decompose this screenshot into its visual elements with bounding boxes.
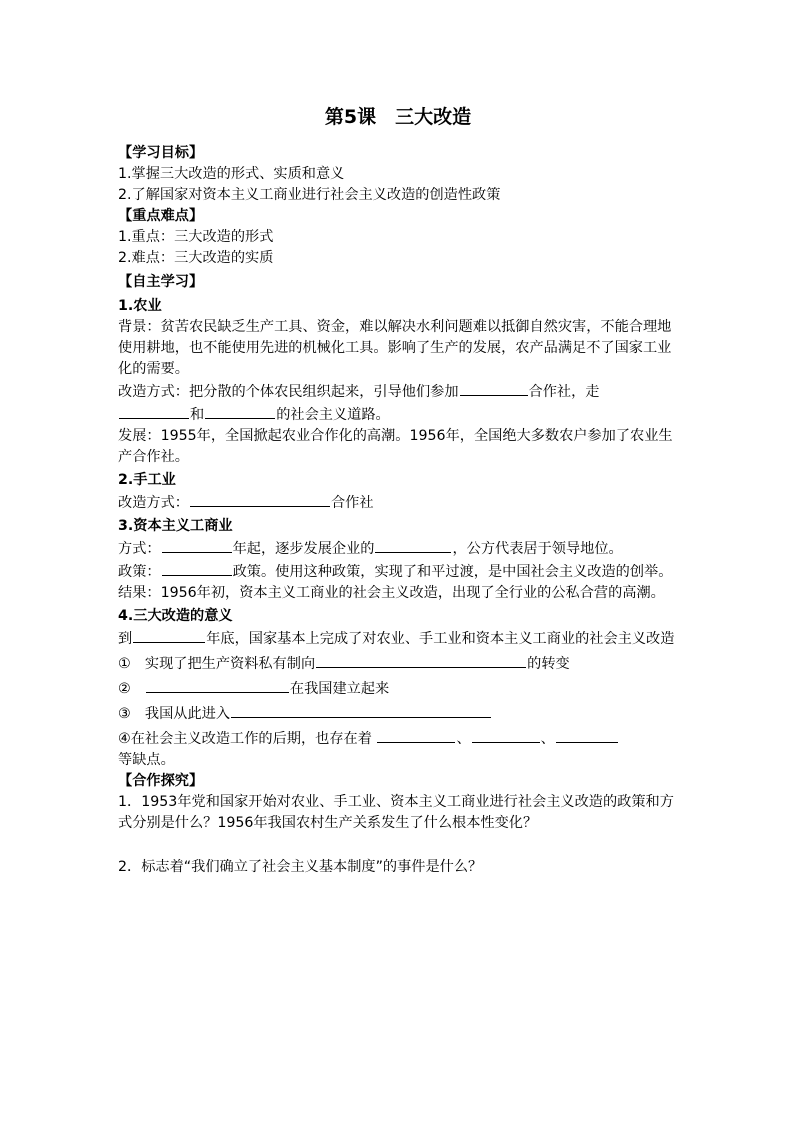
sig-4-sep-1: 、 [456, 731, 471, 747]
craft-blank[interactable] [190, 491, 330, 507]
handicraft-header: 2.手工业 [118, 472, 176, 488]
sig-4-blank-3[interactable] [556, 727, 618, 743]
cap-method-text-c: ，公方代表居于领导地位。 [452, 541, 623, 557]
handicraft-method [118, 491, 678, 514]
sig-2-text-a: ② [118, 681, 145, 697]
agriculture-header: 1.农业 [118, 298, 162, 314]
agri-method-text-a: 改造方式：把分散的个体农民组织起来，引导他们参加 [118, 384, 459, 400]
agriculture-development: 发展：1955年，全国掀起农业合作化的高潮。1956年，全国绝大多数农户参加了农业生产合作社。 [118, 428, 673, 465]
key-points-header: 【重点难点】 [118, 208, 204, 224]
cap-policy-text-b: 政策。使用这种政策，实现了和平过渡，是中国社会主义改造的创举。 [232, 564, 673, 580]
agri-blank-2[interactable] [119, 403, 189, 419]
goal-item: 2.了解国家对资本主义工商业进行社会主义改造的创造性政策 [118, 187, 501, 203]
agri-blank-1[interactable] [460, 380, 528, 396]
sig-4-blank-1[interactable] [377, 727, 455, 743]
worksheet-content [118, 143, 678, 878]
sig-4-text-a: ④在社会主义改造工作的后期，也存在着 [118, 731, 372, 747]
answer-space [118, 834, 678, 855]
agri-method-text-b: 合作社，走 [528, 384, 600, 400]
question-1: 1．1953年党和国家开始对农业、手工业、资本主义工商业进行社会主义改造的政策和方式分别是什么？1956年我国农村生产关系发生了什么根本性变化？ [118, 794, 674, 831]
capitalist-result: 结果：1956年初，资本主义工商业的社会主义改造，出现了全行业的公私合营的高潮。 [118, 585, 665, 601]
sig-1-text-a: ① 实现了把生产资料私有制向 [118, 656, 316, 672]
significance-intro [118, 627, 678, 650]
agri-method-text-c: 和 [190, 407, 205, 423]
significance-item-3 [118, 702, 678, 725]
sig-2-text-b: 在我国建立起来 [289, 681, 390, 697]
agri-method-text-d: 的社会主义道路。 [276, 407, 390, 423]
sig-3-text-a: ③ 我国从此进入 [118, 706, 231, 722]
goals-header: 【学习目标】 [118, 145, 204, 161]
sig-2-blank[interactable] [146, 677, 289, 693]
significance-item-4-end: 等缺点。 [118, 752, 175, 768]
significance-header: 4.三大改造的意义 [118, 608, 233, 624]
cap-policy-text-a: 政策： [118, 564, 161, 580]
craft-method-text-a: 改造方式： [118, 495, 189, 511]
sig-1-text-b: 的转变 [527, 656, 570, 672]
capitalist-header: 3.资本主义工商业 [118, 518, 233, 534]
cap-method-text-b: 年起，逐步发展企业的 [232, 541, 375, 557]
sig-1-blank[interactable] [316, 652, 526, 668]
capitalist-method [118, 537, 678, 560]
agriculture-background: 背景：贫苦农民缺乏生产工具、资金，难以解决水利问题难以抵御自然灾害，不能合理地使用耕地，也不能使用先进的机械化工具。影响了生产的发展，农产品满足不了国家工业化的需要。 [118, 319, 672, 377]
significance-item-4 [118, 727, 678, 750]
craft-method-text-b: 合作社 [330, 495, 374, 511]
cap-blank-policy[interactable] [162, 560, 232, 576]
key-point-item: 1.重点：三大改造的形式 [118, 229, 274, 245]
key-point-item: 2.难点：三大改造的实质 [118, 250, 274, 266]
goal-item: 1.掌握三大改造的形式、实质和意义 [118, 166, 345, 182]
sig-intro-text-a: 到 [118, 631, 133, 647]
cap-blank-form[interactable] [375, 537, 451, 553]
sig-4-blank-2[interactable] [472, 727, 540, 743]
sig-blank-year[interactable] [133, 627, 205, 643]
significance-item-2 [118, 677, 678, 700]
question-2: 2．标志着“我们确立了社会主义基本制度”的事件是什么？ [118, 859, 483, 875]
significance-item-1 [118, 652, 678, 675]
agriculture-method-cont [118, 403, 678, 426]
sig-intro-text-b: 年底，国家基本上完成了对农业、手工业和资本主义工商业的社会主义改造 [206, 631, 675, 647]
agri-blank-3[interactable] [205, 403, 275, 419]
cap-blank-year[interactable] [162, 537, 232, 553]
agriculture-method [118, 380, 678, 403]
sig-4-sep-2: 、 [540, 731, 555, 747]
sig-3-blank[interactable] [231, 702, 491, 718]
cooperative-inquiry-header: 【合作探究】 [118, 773, 204, 789]
self-study-header: 【自主学习】 [118, 274, 204, 290]
capitalist-policy [118, 560, 678, 583]
cap-method-text-a: 方式： [118, 541, 161, 557]
page-title: 第5课 三大改造 [324, 106, 472, 128]
